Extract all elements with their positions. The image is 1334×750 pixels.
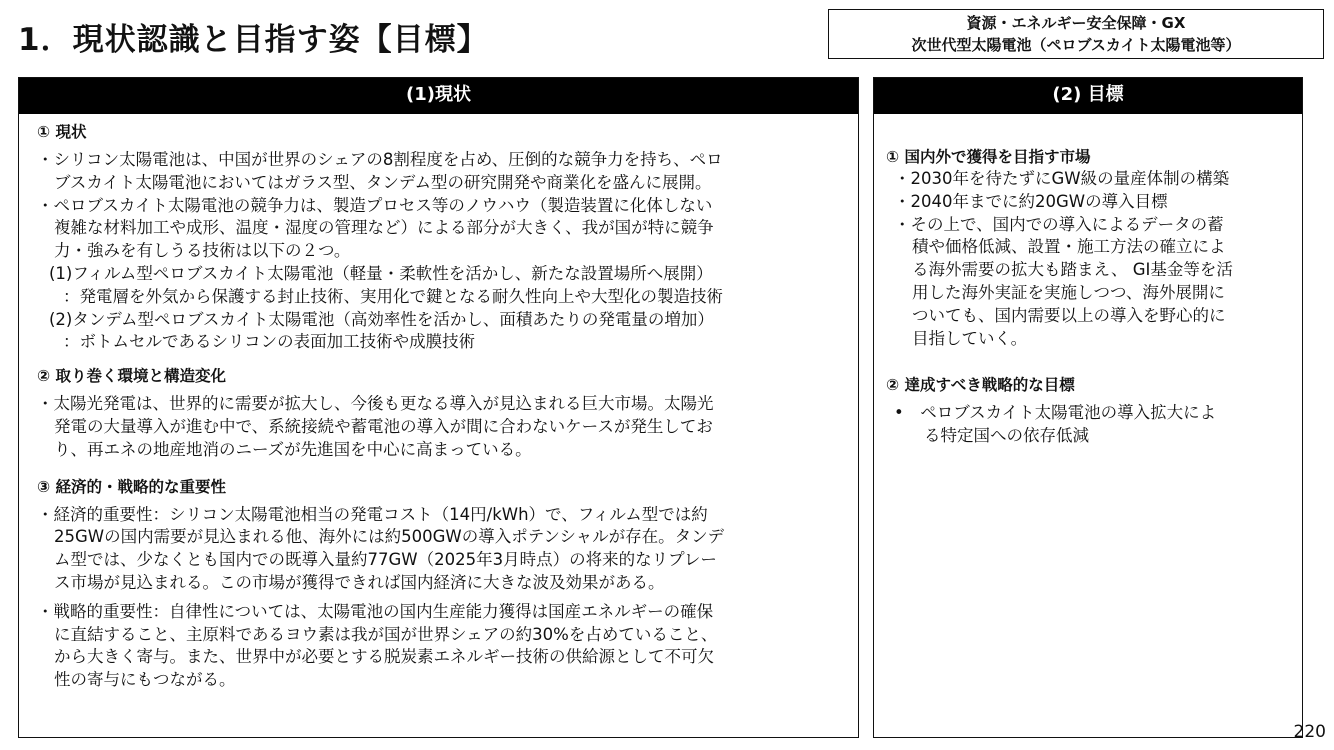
text-line: ・太陽光発電は、世界的に需要が拡大し、今後も更なる導入が見込まれる巨大市場。太陽光 xyxy=(37,394,714,414)
section-heading-importance: ③ 経済的・戦略的な重要性 xyxy=(37,477,227,496)
page-number: 220 xyxy=(1293,722,1326,742)
text-line: ・シリコン太陽電池は、中国が世界のシェアの8割程度を占め、圧倒的な競争力を持ち、ペロ xyxy=(37,150,723,169)
text-line: 複雑な材料加工や成形、温度・湿度の管理など）による部分が大きく、我が国が特に競争 xyxy=(54,218,714,238)
text-line: ・2040年までに約20GWの導入目標 xyxy=(894,191,1168,211)
text-line: ：発電層を外気から保護する封止技術、実用化で鍵となる耐久性向上や大型化の製造技術 xyxy=(63,286,723,306)
text-line: ム型では、少なくとも国内での既導入量約77GW（2025年3月時点）の将来的なリプレー xyxy=(54,550,717,570)
text-line: ：ボトムセルであるシリコンの表面加工技術や成膜技術 xyxy=(63,332,476,352)
section-heading-environment: ② 取り巻く環境と構造変化 xyxy=(37,367,227,386)
category-line-2: 次世代型太陽電池（ペロブスカイト太陽電池等） xyxy=(911,36,1241,54)
text-line: (2)タンデム型ペロブスカイト太陽電池（高効率性を活かし、面積あたりの発電量の増加） xyxy=(49,309,714,329)
text-line: (1)フィルム型ペロブスカイト太陽電池（軽量・柔軟性を活かし、新たな設置場所へ展開） xyxy=(49,263,713,283)
text-line: る海外需要の拡大も踏まえ、 GI基金等を活 xyxy=(912,260,1233,280)
text-line: 力・強みを有しうる技術は以下の２つ。 xyxy=(54,241,351,261)
category-tag xyxy=(828,9,1324,59)
category-line-1: 資源・エネルギー安全保障・GX xyxy=(966,14,1186,32)
text-line: り、再エネの地産地消のニーズが先進国を中心に高まっている。 xyxy=(54,439,532,459)
target-panel xyxy=(873,77,1303,738)
target-header: (2) 目標 xyxy=(874,78,1302,114)
current-status-header: (1)現状 xyxy=(19,78,858,114)
text-line: ・その上で、国内での導入によるデータの蓄 xyxy=(894,214,1224,234)
section-heading-status: ① 現状 xyxy=(37,123,87,141)
text-line: 用した海外実証を実施しつつ、海外展開に xyxy=(912,282,1225,302)
text-line: ・経済的重要性：シリコン太陽電池相当の発電コスト（14円/kWh）で、フィルム型では約 xyxy=(37,504,708,524)
text-line: 目指していく。 xyxy=(912,328,1028,348)
text-line: ・戦略的重要性：自律性については、太陽電池の国内生産能力獲得は国産エネルギーの確保 xyxy=(37,601,714,621)
text-line: 積や価格低減、設置・施工方法の確立によ xyxy=(912,237,1226,257)
page-title: 1．現状認識と目指す姿【目標】 xyxy=(18,22,489,58)
text-line: ・ペロブスカイト太陽電池の競争力は、製造プロセス等のノウハウ（製造装置に化体しない xyxy=(37,195,713,215)
text-line: 25GWの国内需要が見込まれる他、海外には約500GWの導入ポテンシャルが存在。タンデ xyxy=(54,527,725,547)
text-line: る特定国への依存低減 xyxy=(924,426,1089,446)
text-line: に直結すること、主原料であるヨウ素は我が国が世界シェアの約30%を占めていること、 xyxy=(54,624,718,644)
text-line: から大きく寄与。また、世界中が必要とする脱炭素エネルギー技術の供給源として不可欠 xyxy=(54,647,714,667)
section-heading-market: ① 国内外で獲得を目指す市場 xyxy=(886,148,1091,166)
text-line: ブスカイト太陽電池においてはガラス型、タンデム型の研究開発や商業化を盛んに展開。 xyxy=(54,172,712,192)
text-line: ス市場が見込まれる。この市場が獲得できれば国内経済に大きな波及効果がある。 xyxy=(54,572,665,592)
text-line: ・2030年を待たずにGW級の量産体制の構築 xyxy=(894,169,1230,188)
text-line: 性の寄与にもつながる。 xyxy=(54,670,236,690)
text-line: 発電の大量導入が進む中で、系統接続や蓄電池の導入が間に合わないケースが発生してお xyxy=(54,416,713,436)
section-heading-strategic-goal: ② 達成すべき戦略的な目標 xyxy=(886,376,1075,395)
text-line: ついても、国内需要以上の導入を野心的に xyxy=(912,305,1226,325)
text-line: • ペロブスカイト太陽電池の導入拡大によ xyxy=(894,403,1217,423)
current-status-panel xyxy=(18,77,859,738)
